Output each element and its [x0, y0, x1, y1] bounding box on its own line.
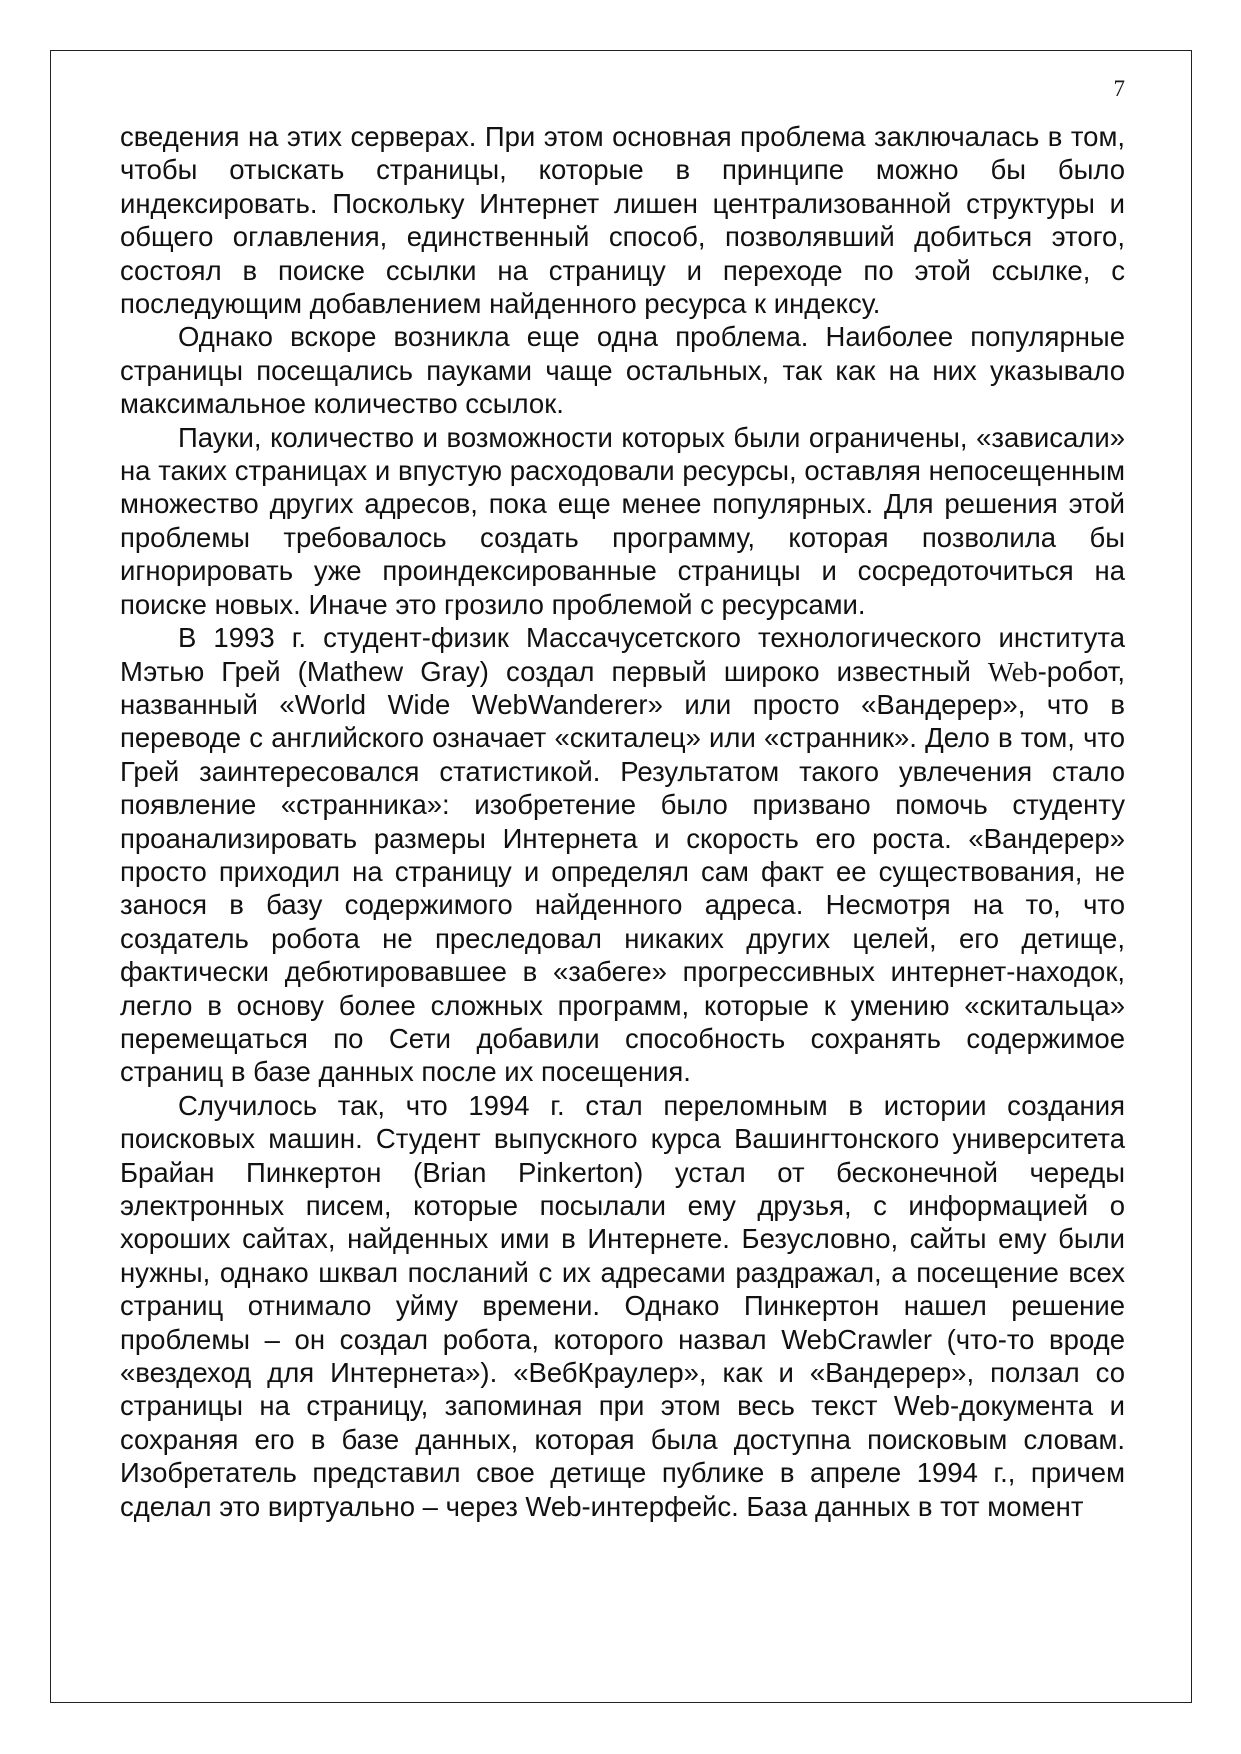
- page-number: 7: [1113, 76, 1125, 101]
- document-body: [120, 120, 1125, 1523]
- paragraph-4-part-2: -робот, названный «World Wide WebWanderer» или просто «Вандерер», что в переводе с английского означает «скиталец» или «странник». Дело в том, что Грей заинтересовался статистикой. Результатом такого увлечения стало появление «странника»: изобретение было призвано помочь студенту проанализировать размеры Интернета и скорость его роста. «Вандерер» просто приходил на страницу и определял сам факт ее существования, не занося в базу содержимого найденного адреса. Несмотря на то, что создатель робота не преследовал никаких других целей, его детище, фактически дебютировавшее в «забеге» прогрессивных интернет-находок, легло в основу более сложных программ, которые к умению «скитальца» перемещаться по Сети добавили способность сохранять содержимое страниц в базе данных после их посещения.: [120, 655, 1125, 1088]
- paragraph-2: Однако вскоре возникла еще одна проблема. Наиболее популярные страницы посещались пауками чаще остальных, так как на них указывало максимальное количество ссылок.: [120, 321, 1125, 420]
- paragraph-4-web-word: Web: [987, 655, 1038, 687]
- paragraph-1: сведения на этих серверах. При этом основная проблема заключалась в том, чтобы отыскать страницы, которые в принципе можно бы было индексировать. Поскольку Интернет лишен централизованной структуры и общего оглавления, единственный способ, позволявший добиться этого, состоял в поиске ссылки на страницу и переходе по этой ссылке, с последующим добавлением найденного ресурса к индексу.: [120, 121, 1125, 320]
- paragraph-5: Случилось так, что 1994 г. стал переломным в истории создания поисковых машин. Студент выпускного курса Вашингтонского университета Брайан Пинкертон (Brian Pinkerton) устал от бесконечной череды электронных писем, которые посылали ему друзья, с информацией о хороших сайтах, найденных ими в Интернете. Безусловно, сайты ему были нужны, однако шквал посланий с их адресами раздражал, а посещение всех страниц отнимало уйму времени. Однако Пинкертон нашел решение проблемы – он создал робота, которого назвал WebCrawler (что-то вроде «вездеход для Интернета»). «ВебКраулер», как и «Вандерер», ползал со страницы на страницу, запоминая при этом весь текст Web-документа и сохраняя его в базе данных, которая была доступна поисковым словам. Изобретатель представил свое детище публике в апреле 1994 г., причем сделал это виртуально – через Web-интерфейс. База данных в тот момент: [120, 1089, 1125, 1522]
- paragraph-3: Пауки, количество и возможности которых были ограничены, «зависали» на таких страницах и впустую расходовали ресурсы, оставляя непосещенным множество других адресов, пока еще менее популярных. Для решения этой проблемы требовалось создать программу, которая позволила бы игнорировать уже проиндексированные страницы и сосредоточиться на поиске новых. Иначе это грозило проблемой с ресурсами.: [120, 421, 1125, 620]
- paragraph-4-part-1: В 1993 г. студент-физик Массачусетского технологического института Мэтью Грей (Mathew Gray) создал первый широко известный: [120, 622, 1125, 687]
- paragraph-4: [120, 621, 1125, 1089]
